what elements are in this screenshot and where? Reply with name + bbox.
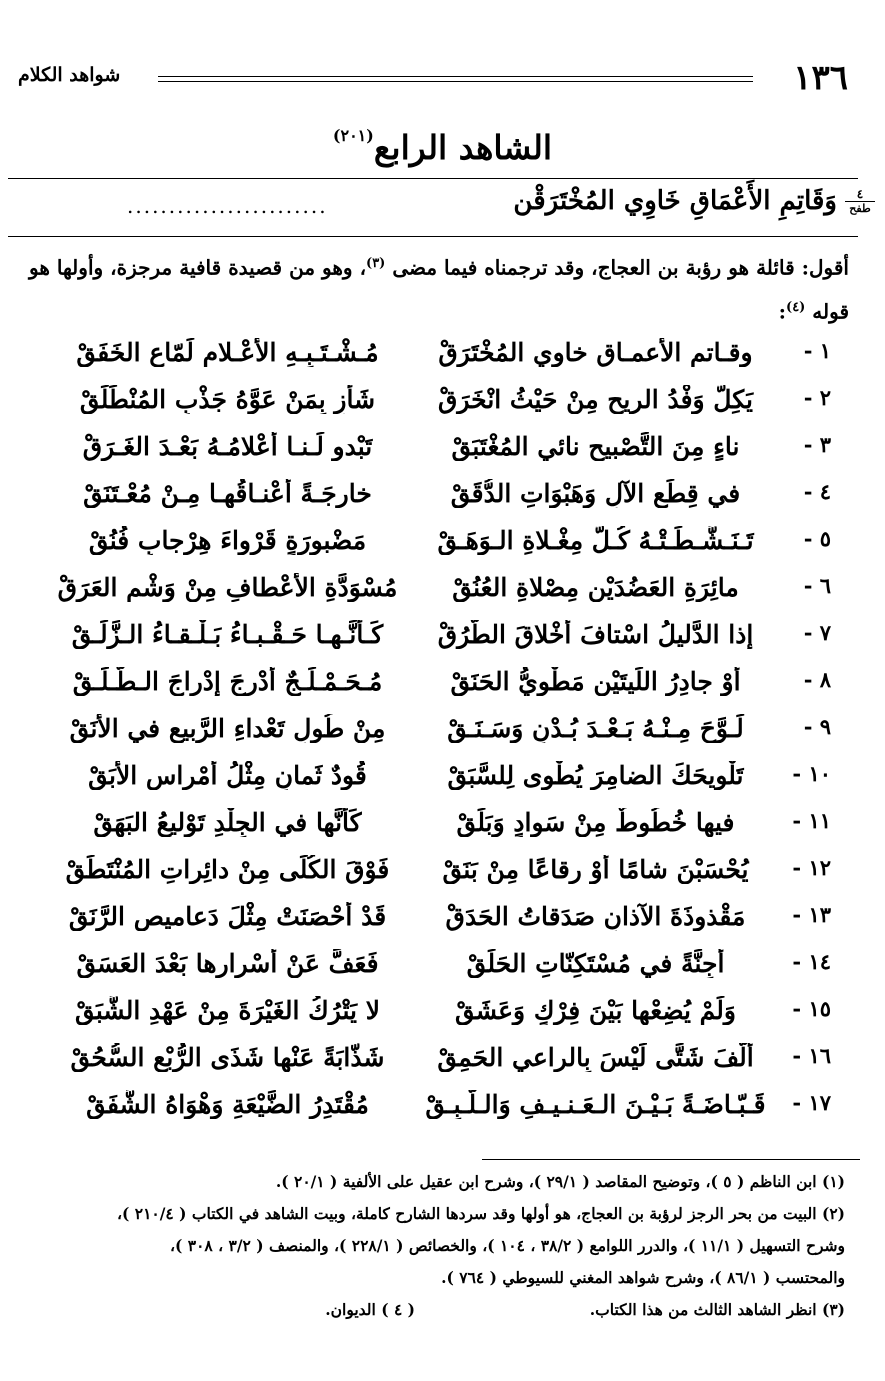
verse-number: ٨ - (803, 667, 831, 692)
section-title-ref: (٢٠١) (332, 126, 374, 145)
book-title: شواهد الكلام (18, 64, 121, 86)
verse-second-hemistich: كَـأنَّـهـا حَـقْـبـاءُ بَـلْـقـاءُ الـزَّلَـقْ (71, 620, 384, 649)
verse-first-hemistich: وقـاتمِ الأعمـاقِ خاوي المُخْتَرَقْ (438, 338, 753, 367)
verse-row (0, 479, 885, 525)
verse-first-hemistich: أجِنَّةً في مُسْتَكِنّاتِ الحَلَقْ (466, 949, 725, 978)
verse-row (0, 996, 885, 1042)
verse-number: ١٥ - (792, 996, 831, 1021)
footnote-2-line-1: (٢) البيت من بحر الرجز لرؤبة بن العجاج، هو أولها وقد سردها الشارح كاملة، وبيت الشاهد في الكتاب ( ٢١٠/٤ )، (117, 1204, 845, 1223)
meter-number: ٤ (845, 188, 875, 202)
verse-first-hemistich: ناءٍ مِنَ التَّصْبيحِ نائي المُغْتَبَقْ (451, 432, 740, 461)
poem (0, 338, 885, 1138)
verse-number: ٢ - (803, 385, 831, 410)
section-title-text: الشاهد الرابع (373, 128, 553, 167)
verse-first-hemistich: لَـوَّحَ مِـنْـهُ بَـعْـدَ بُـدْنٍ وَسَـنَـقْ (447, 714, 744, 743)
intro-text-2: ، وهو من قصيدة قافية مرجزة، وأولها هو قوله (29, 255, 849, 324)
verse-first-hemistich: في قِطَعِ الآلِ وَهَبْوَاتِ الدُّقَقْ (450, 479, 741, 508)
verse-row (0, 620, 885, 666)
verse-row (0, 432, 885, 478)
verse-number: ١٦ - (792, 1043, 831, 1068)
verse-row (0, 714, 885, 760)
bottom-divider (8, 236, 858, 237)
verse-second-hemistich: مِنْ طُولِ تَعْداءِ الرَّبيعِ في الأنَقْ (69, 714, 386, 743)
verse-second-hemistich: كَأنَّها في الجِلْدِ تَوْليعُ البَهَقْ (93, 808, 362, 837)
footnote-2-line-2: وشرح التسهيل ( ١١/١ )، والدرر اللوامع ( ٣٨/٢ ، ١٠٤ )، والخصائص ( ٢٢٨/١ )، والمنصف ( ٣/٢ ، ٣٠٨ )، (170, 1236, 845, 1255)
verse-second-hemistich: تَبْدو لَـنـا أعْلامُـهُ بَعْـدَ الغَـرَقْ (82, 432, 373, 461)
verse-first-hemistich: قَـبّـاضَـةً بَـيْـنَ الـعَـنـيـفِ وَالـلَّـبِـقْ (425, 1090, 766, 1119)
top-divider (8, 178, 858, 179)
verse-number: ٩ - (803, 714, 831, 739)
footnote-4: ( ٤ ) الديوان. (325, 1300, 415, 1319)
verse-first-hemistich: أوْ جادِرُ اللِّيتَيْنِ مَطْوِيُّ الحَنَقْ (450, 667, 741, 696)
verse-row (0, 526, 885, 572)
verse-first-hemistich: إذا الدَّليلُ اسْتافَ أخْلاقَ الطُّرُقْ (437, 620, 754, 649)
page-number: ١٣٦ (793, 58, 848, 98)
verse-number: ١٣ - (792, 902, 831, 927)
verse-row (0, 761, 885, 807)
verse-row (0, 855, 885, 901)
verse-first-hemistich: تَـنَـشَّـطَـتْـهُ كُـلُّ مِغْـلاةِ الـوَهَـقْ (437, 526, 754, 555)
verse-number: ٦ - (803, 573, 831, 598)
header-rule (158, 76, 753, 82)
shahid-line (77, 186, 871, 230)
verse-row (0, 808, 885, 854)
running-header (18, 58, 848, 104)
verse-number: ٥ - (803, 526, 831, 551)
verse-second-hemistich: لا يَتْرُكُ الغَيْرَةَ مِنْ عَهْدِ الشَّبَقْ (75, 996, 380, 1025)
verse-first-hemistich: مائِرَةِ العَضُدَيْنِ مِصْلاةِ العُنُقْ (452, 573, 739, 602)
verse-second-hemistich: مَضْبورَةٍ قَرْواءَ هِرْجابٍ فُنُقْ (88, 526, 367, 555)
verse-first-hemistich: ألَّفَ شَتَّى لَيْسَ بِالراعي الحَمِقْ (437, 1043, 754, 1072)
footnote-2-line-3: والمحتسب ( ٨٦/١ )، وشرح شواهد المغني للسيوطي ( ٧٦٤ ). (441, 1268, 845, 1287)
verse-first-hemistich: مَقْذوذَةَ الآذانِ صَدَقاتُ الحَدَقْ (445, 902, 746, 931)
verse-number: ١١ - (792, 808, 831, 833)
verse-row (0, 338, 885, 384)
footnote-3: (٣) انظر الشاهد الثالث من هذا الكتاب. (589, 1300, 845, 1319)
verse-row (0, 949, 885, 995)
verse-second-hemistich: فَوْقَ الكُلَى مِنْ دائِراتِ المُنْتَطَقْ (65, 855, 390, 884)
verse-number: ٣ - (803, 432, 831, 457)
intro-ref-2: (٤) (786, 299, 806, 315)
meter-name: طفح (849, 202, 871, 215)
intro-text-1: أقول: قائلة هو رؤبة بن العجاج، وقد ترجمناه فيما مضى (385, 255, 849, 280)
verse-second-hemistich: مُـحَـمْـلَـجٌ أُدْرِجَ إدْراجَ الـطَّـلَـقْ (72, 667, 383, 696)
verse-second-hemistich: شَذّابَةً عَنْها شَذَى الرُّبْعِ السُّحُقْ (70, 1043, 385, 1072)
verse-second-hemistich: مُقْتَدِرُ الضَّيْعَةِ وَهْوَاهُ الشَّفَقْ (86, 1090, 369, 1119)
verse-first-hemistich: يُحْسَبْنَ شامًا أوْ رِقاعًا مِنْ بَنَقْ (442, 855, 749, 884)
verse-first-hemistich: تَلْويحَكَ الضامِرَ يُطْوى لِلسَّبَقْ (447, 761, 744, 790)
intro-text-3: : (778, 299, 787, 324)
intro-ref-1: (٣) (366, 256, 386, 271)
verse-row (0, 385, 885, 431)
verse-row (0, 1043, 885, 1089)
footnote-divider (482, 1159, 860, 1160)
verse-number: ١٧ - (792, 1090, 831, 1115)
verse-first-hemistich: يَكِلُّ وَفْدُ الريحِ مِنْ حَيْثُ انْخَرَقْ (437, 385, 753, 414)
verse-row (0, 902, 885, 948)
intro-paragraph (29, 244, 849, 331)
verse-number: ١٢ - (792, 855, 831, 880)
verse-row (0, 667, 885, 713)
verse-row (0, 573, 885, 619)
verse-second-hemistich: مُـشْـتَـبِـهِ الأعْـلامِ لَمّاعِ الخَفَقْ (76, 338, 379, 367)
verse-number: ٧ - (803, 620, 831, 645)
verse-second-hemistich: خارِجَـةً أعْنـاقُهـا مِـنْ مُعْـتَنَقْ (83, 479, 372, 508)
verse-second-hemistich: قَدْ أحْصَنَتْ مِثْلَ دَعاميصِ الرَّنَقْ (68, 902, 387, 931)
verse-first-hemistich: فيها خُطُوطٌ مِنْ سَوادٍ وَبَلَقْ (456, 808, 735, 837)
shahid-verse: وَقَاتِمِ الأَعْمَاقِ خَاوِي المُخْتَرَقْن (513, 186, 837, 216)
verse-number: ١٤ - (792, 949, 831, 974)
section-title (0, 126, 885, 167)
verse-first-hemistich: وَلَمْ يُضِعْها بَيْنَ فِرْكٍ وَعَشَقْ (454, 996, 736, 1025)
verse-second-hemistich: مُسْوَدَّةِ الأعْطافِ مِنْ وَشْمِ العَرَقْ (57, 573, 398, 602)
footnotes (20, 1166, 845, 1326)
verse-second-hemistich: فَعَفَّ عَنْ أسْرارِها بَعْدَ العَسَقْ (76, 949, 379, 978)
shahid-dots: ........................ (127, 194, 328, 218)
verse-number: ١٠ - (792, 761, 831, 786)
verse-number: ٤ - (803, 479, 831, 504)
verse-row (0, 1090, 885, 1136)
footnote-3-4-row (20, 1294, 845, 1326)
meter-tag (845, 188, 875, 215)
footnote-1: (١) ابن الناظم ( ٥ )، وتوضيح المقاصد ( ٢٩/١ )، وشرح ابن عقيل على الألفية ( ٢٠/١ ). (275, 1172, 845, 1191)
verse-second-hemistich: قُودٌ ثَمانٍ مِثْلُ أمْراسِ الأبَقْ (88, 761, 367, 790)
verse-second-hemistich: شَأْزٍ بِمَنْ عَوَّهُ جَذْبِ المُنْطَلَقْ (79, 385, 376, 414)
verse-number: ١ - (803, 338, 831, 363)
